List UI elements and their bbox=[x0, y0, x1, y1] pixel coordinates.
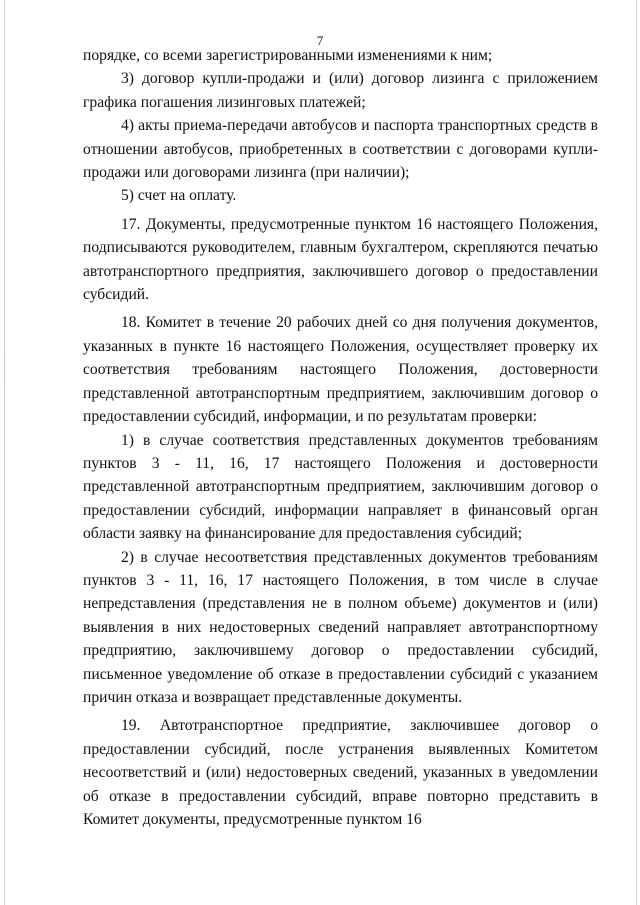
page-number: 7 bbox=[316, 33, 324, 48]
scan-edge-left bbox=[4, 0, 5, 905]
clause-19: 19. Автотранспортное предприятие, заключившее договор о предоставлении субсидий, после устранения выявленных Комитетом несоответствий и (или) недостоверных сведений, указанных в уведомлении об отказе в предоставлении субсидий, вправе повторно представить в Комитет документы, предусмотренные пунктом 16 bbox=[83, 717, 598, 828]
list-item-4: 4) акты приема-передачи автобусов и паспорта транспортных средств в отношении автобусов, приобретенных в соответствии с договорами купли-продажи или договорами лизинга (при наличии); bbox=[83, 117, 598, 182]
clause-18-item-1: 1) в случае соответствия представленных документов требованиям пунктов 3 - 11, 16, 17 настоящего Положения и достоверности представленной автотранспортным предприятием, заключившим договор о предоставлении субсидий, информации направляет в финансовый орган области заявку на финансирование для предоставления субсидий; bbox=[83, 431, 598, 543]
clause-17: 17. Документы, предусмотренные пунктом 16 настоящего Положения, подписываются руководителем, главным бухгалтером, скрепляются печатью автотранспортного предприятия, заключившего договор о предоставлении субсидий. bbox=[83, 215, 598, 304]
scan-edge-right bbox=[636, 0, 637, 905]
list-item-5: 5) счет на оплату. bbox=[121, 187, 237, 205]
list-item-3: 3) договор купли-продажи и (или) договор лизинга с приложением графика погашения лизинговых платежей; bbox=[83, 70, 598, 111]
clause-18-item-2: 2) в случае несоответствия представленных документов требованиям пунктов 3 - 11, 16, 17 настоящего Положения, в том числе в случае непредставления (представления не в полном объеме) документов и (или) выявления в них недостоверных сведений направляет автотранспортному предприятию, заключившему договор о предоставлении субсидий, письменное уведомление об отказе в предоставлении субсидий с указанием причин отказа и возвращает представленные документы. bbox=[83, 548, 598, 706]
clause-18: 18. Комитет в течение 20 рабочих дней со дня получения документов, указанных в пункте 16 настоящего Положения, осуществляет проверку их соответствия требованиям настоящего Положения, достоверности представленной автотранспортным предприятием, заключившим договор о предоставлении субсидий, информации, и по результатам проверки: bbox=[83, 314, 598, 426]
document-body bbox=[83, 44, 598, 831]
paragraph-continuation: порядке, со всеми зарегистрированными изменениями к ним; bbox=[83, 47, 493, 64]
